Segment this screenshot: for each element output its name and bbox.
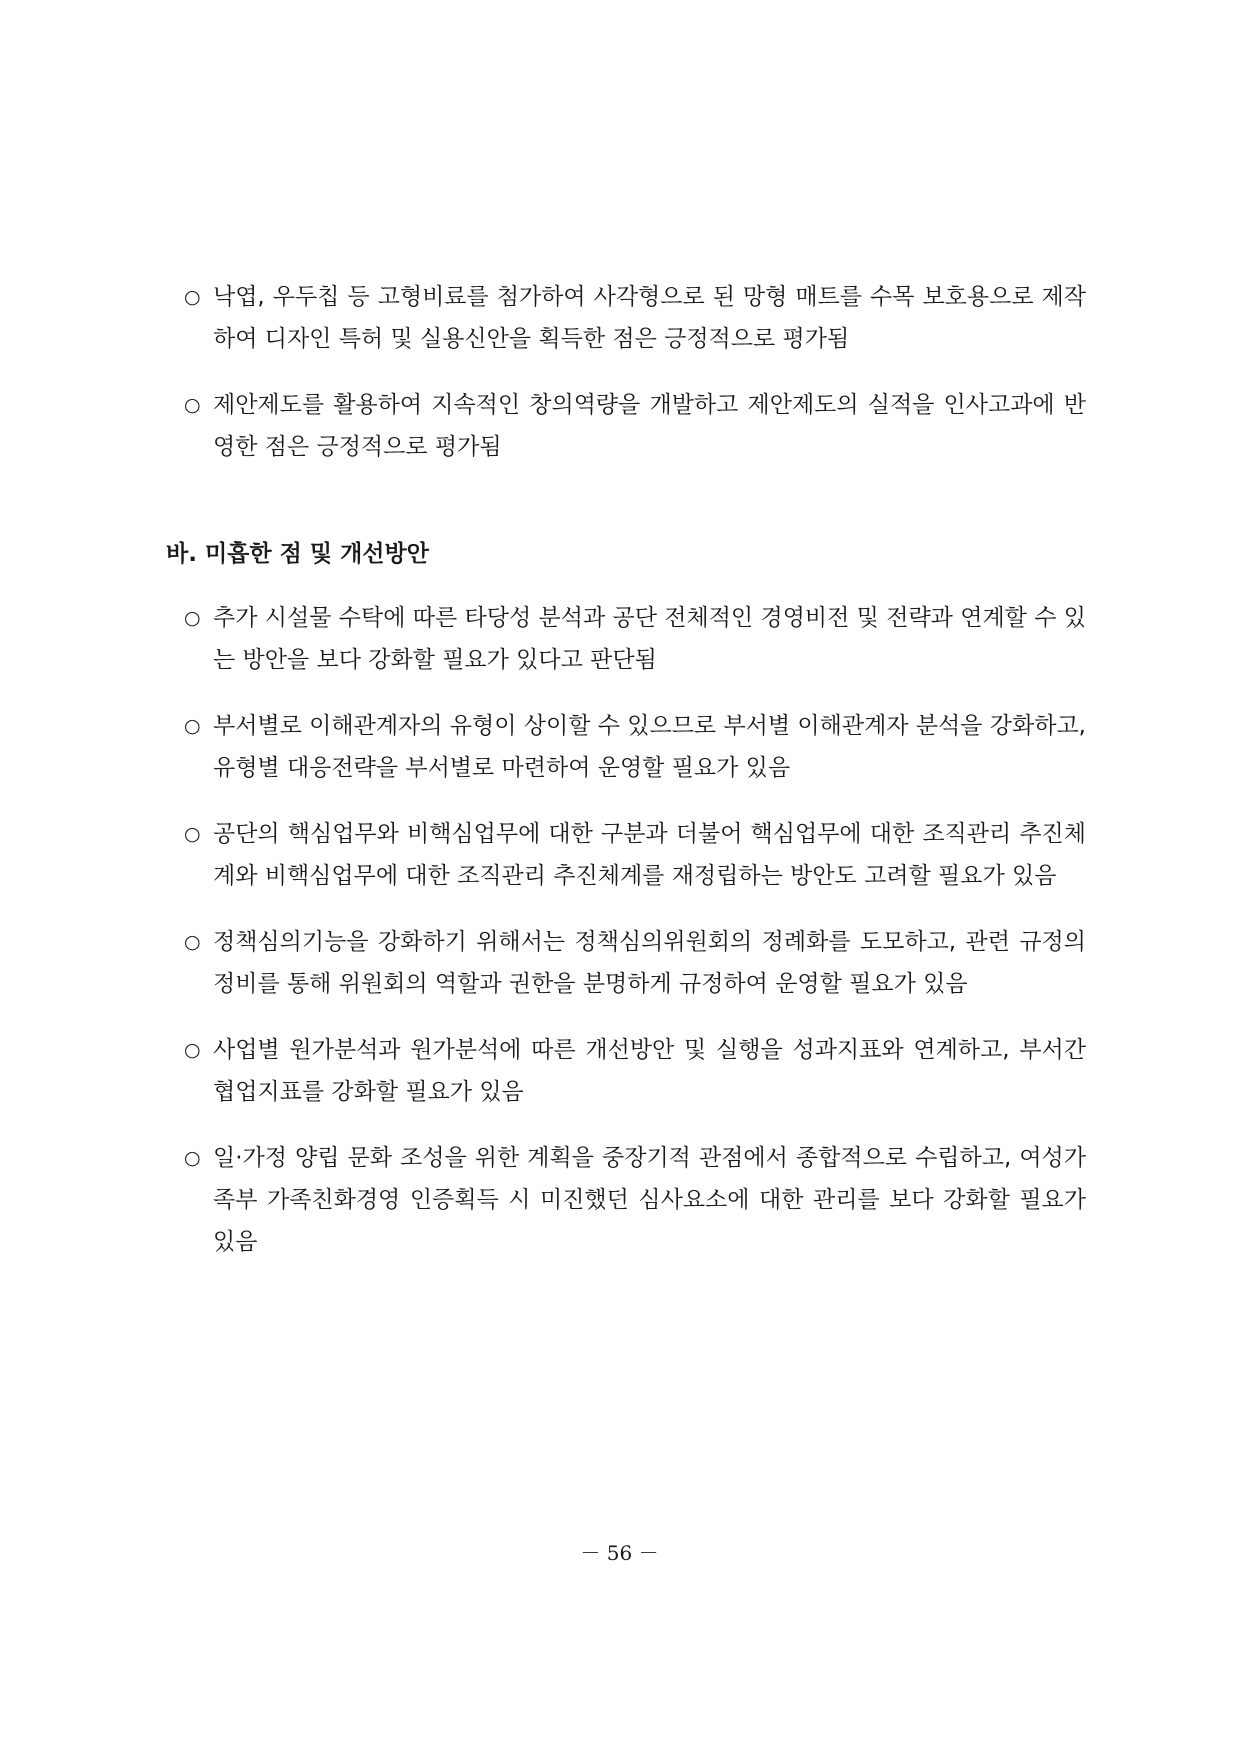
bullet-circle-icon: ○ bbox=[184, 1147, 201, 1169]
list-item bbox=[186, 1137, 1086, 1263]
bullet-circle-icon: ○ bbox=[184, 715, 201, 737]
bullet-circle-icon: ○ bbox=[184, 394, 201, 416]
section-items-block bbox=[186, 597, 1086, 1263]
list-item-text: 낙엽, 우두칩 등 고형비료를 첨가하여 사각형으로 된 망형 매트를 수목 보호용으로 제작하여 디자인 특허 및 실용신안을 획득한 점은 긍정적으로 평가됨 bbox=[213, 284, 1086, 352]
bullet-circle-icon: ○ bbox=[184, 286, 201, 308]
bullet-circle-icon: ○ bbox=[184, 823, 201, 845]
list-item bbox=[186, 276, 1086, 360]
list-item bbox=[186, 597, 1086, 681]
section-heading: 바. 미흡한 점 및 개선방안 bbox=[166, 541, 429, 567]
list-item-text: 정책심의기능을 강화하기 위해서는 정책심의위원회의 정례화를 도모하고, 관련 규정의 정비를 통해 위원회의 역할과 권한을 분명하게 규정하여 운영할 필요가 있음 bbox=[213, 929, 1086, 997]
bullet-circle-icon: ○ bbox=[184, 931, 201, 953]
bullet-circle-icon: ○ bbox=[184, 607, 201, 629]
list-item bbox=[186, 384, 1086, 468]
page-number: － 56 － bbox=[580, 1541, 659, 1565]
bullet-circle-icon: ○ bbox=[184, 1039, 201, 1061]
list-item-text: 공단의 핵심업무와 비핵심업무에 대한 구분과 더불어 핵심업무에 대한 조직관리 추진체계와 비핵심업무에 대한 조직관리 추진체계를 재정립하는 방안도 고려할 필요가 있음 bbox=[213, 821, 1086, 889]
list-item-text: 제안제도를 활용하여 지속적인 창의역량을 개발하고 제안제도의 실적을 인사고과에 반영한 점은 긍정적으로 평가됨 bbox=[213, 392, 1086, 460]
list-item bbox=[186, 921, 1086, 1005]
list-item-text: 부서별로 이해관계자의 유형이 상이할 수 있으므로 부서별 이해관계자 분석을 강화하고, 유형별 대응전략을 부서별로 마련하여 운영할 필요가 있음 bbox=[213, 713, 1086, 781]
list-item bbox=[186, 1029, 1086, 1113]
list-item-text: 사업별 원가분석과 원가분석에 따른 개선방안 및 실행을 성과지표와 연계하고, 부서간 협업지표를 강화할 필요가 있음 bbox=[213, 1037, 1086, 1105]
list-item-text: 추가 시설물 수탁에 따른 타당성 분석과 공단 전체적인 경영비전 및 전략과 연계할 수 있는 방안을 보다 강화할 필요가 있다고 판단됨 bbox=[213, 605, 1086, 673]
list-item-text: 일·가정 양립 문화 조성을 위한 계획을 중장기적 관점에서 종합적으로 수립하고, 여성가족부 가족친화경영 인증획득 시 미진했던 심사요소에 대한 관리를 보다 강화할 필요가 있음 bbox=[213, 1145, 1086, 1255]
list-item bbox=[186, 705, 1086, 789]
list-item bbox=[186, 813, 1086, 897]
top-items-block bbox=[186, 276, 1086, 468]
